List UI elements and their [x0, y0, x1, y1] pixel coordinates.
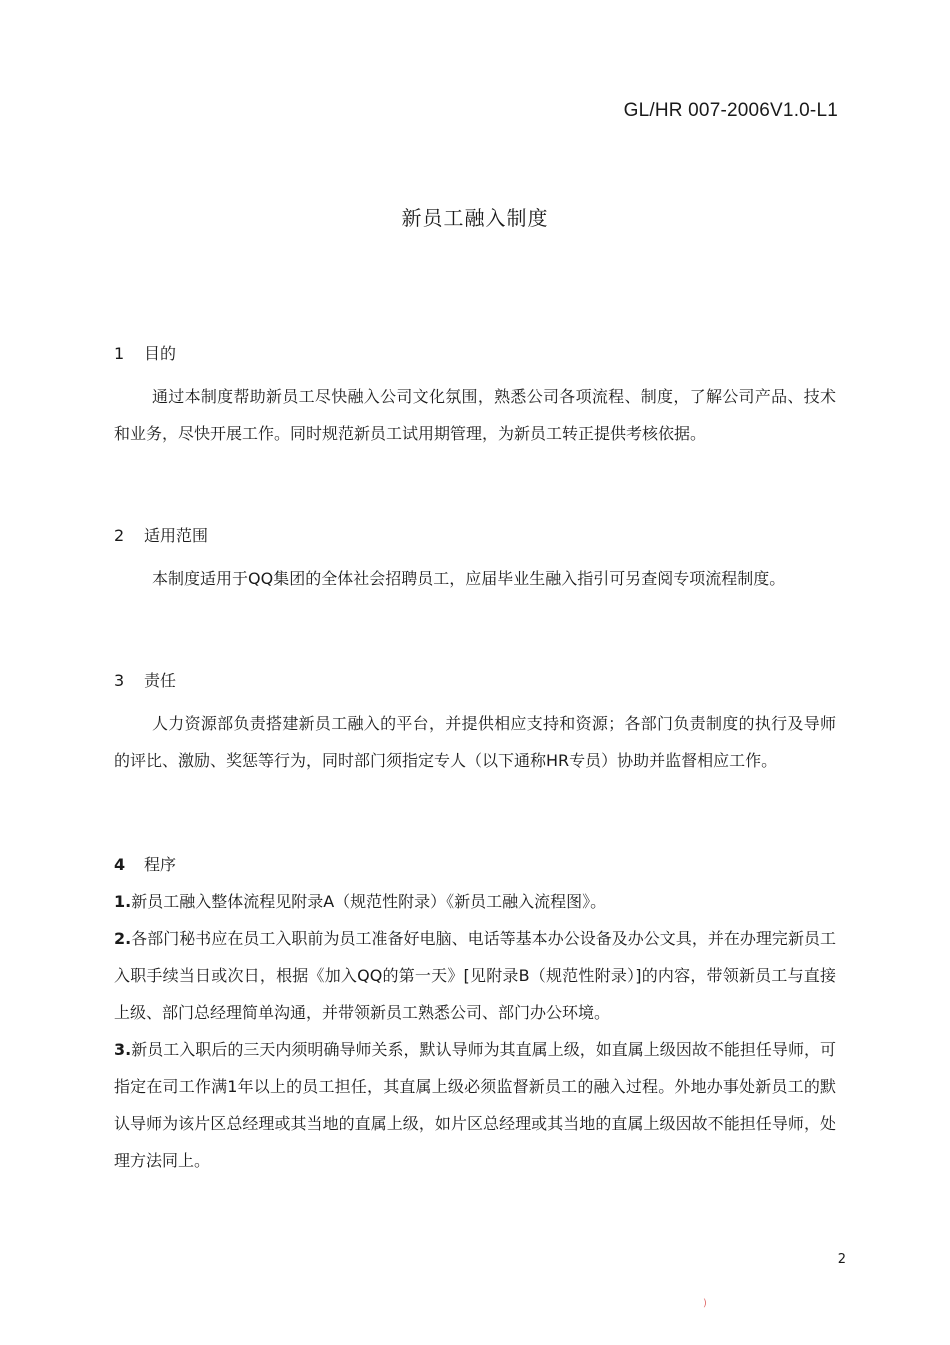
footer-mark: ) — [703, 1298, 707, 1309]
section-scope — [114, 524, 836, 597]
section-heading — [114, 853, 836, 877]
section-paragraph: 通过本制度帮助新员工尽快融入公司文化氛围，熟悉公司各项流程、制度，了解公司产品、技术和业务，尽快开展工作。同时规范新员工试用期管理，为新员工转正提供考核依据。 — [114, 387, 836, 443]
section-number: 2 — [114, 526, 125, 545]
step-number: 1. — [114, 892, 132, 911]
section-title: 适用范围 — [144, 526, 209, 545]
section-heading — [114, 524, 836, 548]
document-title: 新员工融入制度 — [401, 206, 549, 230]
step-text: 各部门秘书应在员工入职前为员工准备好电脑、电话等基本办公设备及办公文具，并在办理完新员工入职手续当日或次日，根据《加入QQ的第一天》[见附录B（规范性附录）]的内容，带领新员工与直接上级、部门总经理简单沟通，并带领新员工熟悉公司、部门办公环境。 — [114, 929, 836, 1022]
section-title: 目的 — [144, 344, 177, 363]
section-title: 程序 — [144, 855, 177, 874]
step-number: 2. — [114, 929, 132, 948]
section-procedure — [114, 853, 836, 1179]
document-code: GL/HR 007-2006V1.0-L1 — [623, 100, 838, 121]
section-purpose — [114, 342, 836, 452]
section-heading — [114, 342, 836, 366]
procedure-step — [114, 920, 836, 1031]
section-number: 3 — [114, 671, 125, 690]
section-paragraph: 本制度适用于QQ集团的全体社会招聘员工，应届毕业生融入指引可另查阅专项流程制度。 — [152, 569, 786, 588]
step-text: 新员工入职后的三天内须明确导师关系，默认导师为其直属上级，如直属上级因故不能担任导师，可指定在司工作满1年以上的员工担任，其直属上级必须监督新员工的融入过程。外地办事处新员工的默认导师为该片区总经理或其当地的直属上级，如片区总经理或其当地的直属上级因故不能担任导师，处理方法同上。 — [114, 1040, 836, 1170]
page-number: 2 — [837, 1252, 846, 1267]
section-heading — [114, 669, 836, 693]
section-responsibility — [114, 669, 836, 779]
section-number: 1 — [114, 344, 125, 363]
procedure-step — [114, 883, 836, 920]
section-number: 4 — [114, 855, 126, 874]
procedure-step — [114, 1031, 836, 1179]
section-paragraph: 人力资源部负责搭建新员工融入的平台，并提供相应支持和资源；各部门负责制度的执行及导师的评比、激励、奖惩等行为，同时部门须指定专人（以下通称HR专员）协助并监督相应工作。 — [114, 714, 836, 770]
section-title: 责任 — [144, 671, 177, 690]
step-number: 3. — [114, 1040, 132, 1059]
step-text: 新员工融入整体流程见附录A（规范性附录）《新员工融入流程图》。 — [131, 892, 607, 911]
